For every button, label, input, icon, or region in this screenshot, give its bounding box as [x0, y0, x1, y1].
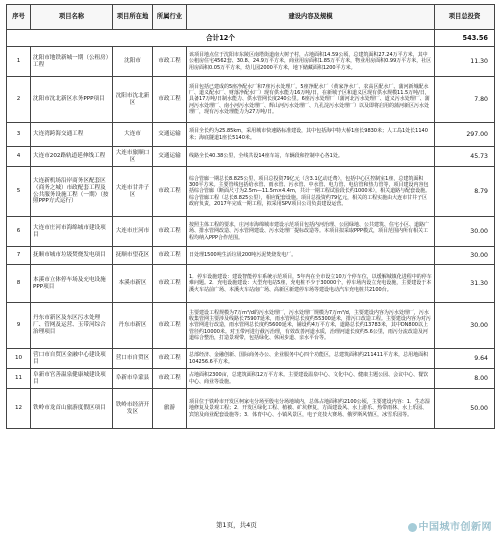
row-industry: 市政工程 [153, 77, 187, 123]
table-row [7, 303, 495, 349]
total-row [7, 30, 495, 47]
row-project-name: 沈阳市沈北新区水务PPP项目 [31, 77, 113, 123]
row-industry: 市政工程 [153, 47, 187, 77]
table-row [7, 217, 495, 247]
row-description: 项目全长约为25.85km，采用城市快速路标准建设，其中包括海中特大桥1座长9830米；人工岛1处长1140米；海底隧道1座长5140米。 [187, 123, 435, 147]
row-index: 9 [7, 303, 31, 349]
table-row [7, 247, 495, 265]
row-industry: 市政工程 [153, 217, 187, 247]
row-investment: 9.64 [435, 349, 495, 369]
row-location: 沈阳市 [113, 47, 153, 77]
row-project-name: 大连湾跨海交通工程 [31, 123, 113, 147]
table-row [7, 265, 495, 303]
document-page [6, 4, 494, 536]
page-number: 第1页，共4页 [216, 521, 257, 529]
row-location: 沈阳市沈北新区 [113, 77, 153, 123]
row-index: 5 [7, 167, 31, 217]
row-investment: 30.00 [435, 247, 495, 265]
row-industry: 市政工程 [153, 167, 187, 217]
row-project-name: 营口市自贸区金融中心建设项目 [31, 349, 113, 369]
row-industry: 交通运输 [153, 147, 187, 167]
row-description: 综合管廊一期总长8.825公里，项目总投资79亿元（含3.1亿动迁费），包括中心区控制室1座，总建筑面积300平方米。主要管线包括给水管、雨水管、污水管、中水管、电力管、电信管和热力管等，项目建设内容包括综合管廊（断面尺寸为2.5m—11.5m×4.4m，共计一期工程试验段长约1000米），相关道路与配套设施。综合管廊工程（总长8.825公里），相应配套设施。项目总投资约79亿元，相关的工程实施由大连市甘井子区政府负责，2017年完成一期工程，拟采用SPV项目公司负责建设运营。 [187, 167, 435, 217]
row-index: 4 [7, 147, 31, 167]
row-investment: 7.80 [435, 77, 495, 123]
row-location: 丹东市新区 [113, 303, 153, 349]
row-description: 日处理1500吨生活垃圾200吨污泥焚烧发电厂。 [187, 247, 435, 265]
row-index: 12 [7, 389, 31, 429]
row-investment: 8.79 [435, 167, 495, 217]
row-description: 线路全长40.38公里，全线共设14座车站，车辆段和控制中心各1处。 [187, 147, 435, 167]
row-index: 3 [7, 123, 31, 147]
row-industry: 市政工程 [153, 265, 187, 303]
project-table [6, 4, 495, 429]
row-index: 2 [7, 77, 31, 123]
table-row [7, 349, 495, 369]
row-description: 主要建设工程规模为7万m³/d的污水处理厂，污水处理厂规模为7万m³/d，主要建设内容为污水处理厂，污水收集管网主要涉及线路长75907延米，雨水管网总长度约55300延米，排污口改造工程。主要建设内容为对污水管网进行改造，雨水管网总长度约5600延米，铺设约4万平方米，道路总长约13783米，其中DN800以上管径约10000米。对玉带河进行截污治理，有效改善河道水质，治理河道长度约5.6公里，雨污分流改造及河道综合整治，打造景观带，包括绿化、休闲步道、亲水平台等。 [187, 303, 435, 349]
row-location: 大连市 [113, 123, 153, 147]
table-row [7, 369, 495, 389]
row-project-name: 阜新市官善温泉健康城建设项目 [31, 369, 113, 389]
row-investment: 31.30 [435, 265, 495, 303]
row-investment: 30.00 [435, 217, 495, 247]
table-row [7, 389, 495, 429]
row-industry: 旅游 [153, 389, 187, 429]
table-header-row [7, 5, 495, 30]
row-investment: 30.00 [435, 303, 495, 349]
total-label: 合计12个 [7, 30, 435, 47]
table-row [7, 47, 495, 77]
row-project-name: 大连市庄河市海绵城市建设项目 [31, 217, 113, 247]
row-industry: 市政工程 [153, 349, 187, 369]
row-industry: 市政工程 [153, 369, 187, 389]
row-project-name: 大连市202路轨道延伸线工程 [31, 147, 113, 167]
row-investment: 45.73 [435, 147, 495, 167]
row-location: 本溪市新区 [113, 265, 153, 303]
header-index: 序号 [7, 5, 31, 30]
row-investment: 11.30 [435, 47, 495, 77]
row-industry: 市政工程 [153, 247, 187, 265]
row-project-name: 大连新机场沿岸商务区配套区（商务之城）市政配套工程及公共服务设施工程（一期）（按照PPP方式运行） [31, 167, 113, 217]
row-location: 营口市自贸区 [113, 349, 153, 369]
table-row [7, 167, 495, 217]
header-description: 建设内容及规模 [187, 5, 435, 30]
row-description: 按照主体工程的要求，庄河市海绵城市建设示范项目包括内河治理、公园绿地、公共建筑、住宅小区、道路广场、排水管网改造、污水管网建设、污水处理厂提标改造等。本项目拟采取PPP模式，项目范围内所有相关工程均纳入PPP合作范围。 [187, 217, 435, 247]
row-index: 6 [7, 217, 31, 247]
row-location: 抚顺市望花区 [113, 247, 153, 265]
row-index: 7 [7, 247, 31, 265]
row-project-name: 沈阳市地铁新城一期（公租房）工程 [31, 47, 113, 77]
row-index: 1 [7, 47, 31, 77]
row-description: 项目包括已建成的5座净配水厂和7座污水处理厂。5座净配水厂（黄家净水厂、农高区配水厂、蒲河新城配水厂、道义配水厂、财落净配水厂）现有供水能力16万吨/日，在新城子区和道义区现有供水规模11.5万吨/日，具备17万吨/日制水能力、供水管网长度240公里。6座污水处理厂（蒲河北污水处理厂、道义污水处理厂、蒲河污水处理厂、南小河污水处理厂、辉山河污水处理厂、九孔淀污水处理厂）以及即将启用的蒲河新区污水处理厂，现有污水处理能力为27万吨/日。 [187, 77, 435, 123]
row-description: 该项目地点位于沈阳市东陵区南塔街道南大树子村，占地面积14.59公顷，总建筑面积27.24万平方米，其中公租房住宅4562套、30.8、24.9万平方米，商业用房面积1.85万平方米，物业用房面积0.99万平方米，社区用房面积0.05万平方米，幼儿园2000平方米，地下储藏面积1200平方米。 [187, 47, 435, 77]
row-project-name: 抚顺市城市垃圾焚烧发电项目 [31, 247, 113, 265]
row-index: 11 [7, 369, 31, 389]
table-row [7, 147, 495, 167]
row-investment: 50.00 [435, 389, 495, 429]
header-investment: 项目总投资 [435, 5, 495, 30]
row-description: 占地面积2300亩，总建筑面积12万平方米。主要建设温泉中心、文化中心、健康主题公园、会议中心、餐饮中心、商业等设施。 [187, 369, 435, 389]
row-description: 总部经济、金融创新、国际商务办公、企业服务中心四个功能区，总建筑面积约211411平方米，总用地面积104256.6平方米。 [187, 349, 435, 369]
page-footer [6, 518, 494, 534]
table-row [7, 123, 495, 147]
row-project-name: 本溪市立体停车场及充电设施PPP项目 [31, 265, 113, 303]
table-row [7, 77, 495, 123]
row-description: 项目位于铁岭市开发区柯家屯分场至殷屯分场地域内，总体占地面积约2100公顷，主要建设内容：1．生态湿地修复及景观工程；2．开发区绿化工程、植被、矿坑修复，方面建设风、水上游乐、热带雨林、水上乐园、宾馆及商业配套设施等；3．体育中心、小镇风景区，电子竞技大赛场、俄罗斯风情区，冰雪乐园等。 [187, 389, 435, 429]
row-description: 1．停车设施建设：建设智能停车系统示范项目，5年内在全市设立10万个停车位，以缓解城镇化进程中的停车难问题。2．充电设施建设：大型充电站5座，充电桩不少于30000个，停车场内设立充电设施，主要建设于本溪火车站前广场、本溪火车站南广场、高新区新建停车场等建设电动汽车充电桩共2100台。 [187, 265, 435, 303]
row-investment: 8.00 [435, 369, 495, 389]
total-value: 543.56 [435, 30, 495, 47]
row-project-name: 丹东市新区及东区污水处理厂、管网及运营、玉带河综合治理项目 [31, 303, 113, 349]
row-industry: 交通运输 [153, 123, 187, 147]
row-location: 大连市甘井子区 [113, 167, 153, 217]
row-investment: 297.00 [435, 123, 495, 147]
watermark-logo-icon [408, 523, 417, 532]
watermark-text: 中国城市创新网 [418, 522, 492, 533]
row-index: 10 [7, 349, 31, 369]
row-location: 大连市旅顺口区 [113, 147, 153, 167]
row-industry: 市政工程 [153, 303, 187, 349]
watermark [408, 518, 493, 533]
row-location: 大连市庄河市 [113, 217, 153, 247]
row-location: 阜新市阜蒙县 [113, 369, 153, 389]
header-industry: 所属行业 [153, 5, 187, 30]
header-project-name: 项目名称 [31, 5, 113, 30]
row-index: 8 [7, 265, 31, 303]
row-project-name: 铁岭市龙首山旅游度假区项目 [31, 389, 113, 429]
header-location: 项目所在地 [113, 5, 153, 30]
row-location: 铁岭市经济开发区 [113, 389, 153, 429]
